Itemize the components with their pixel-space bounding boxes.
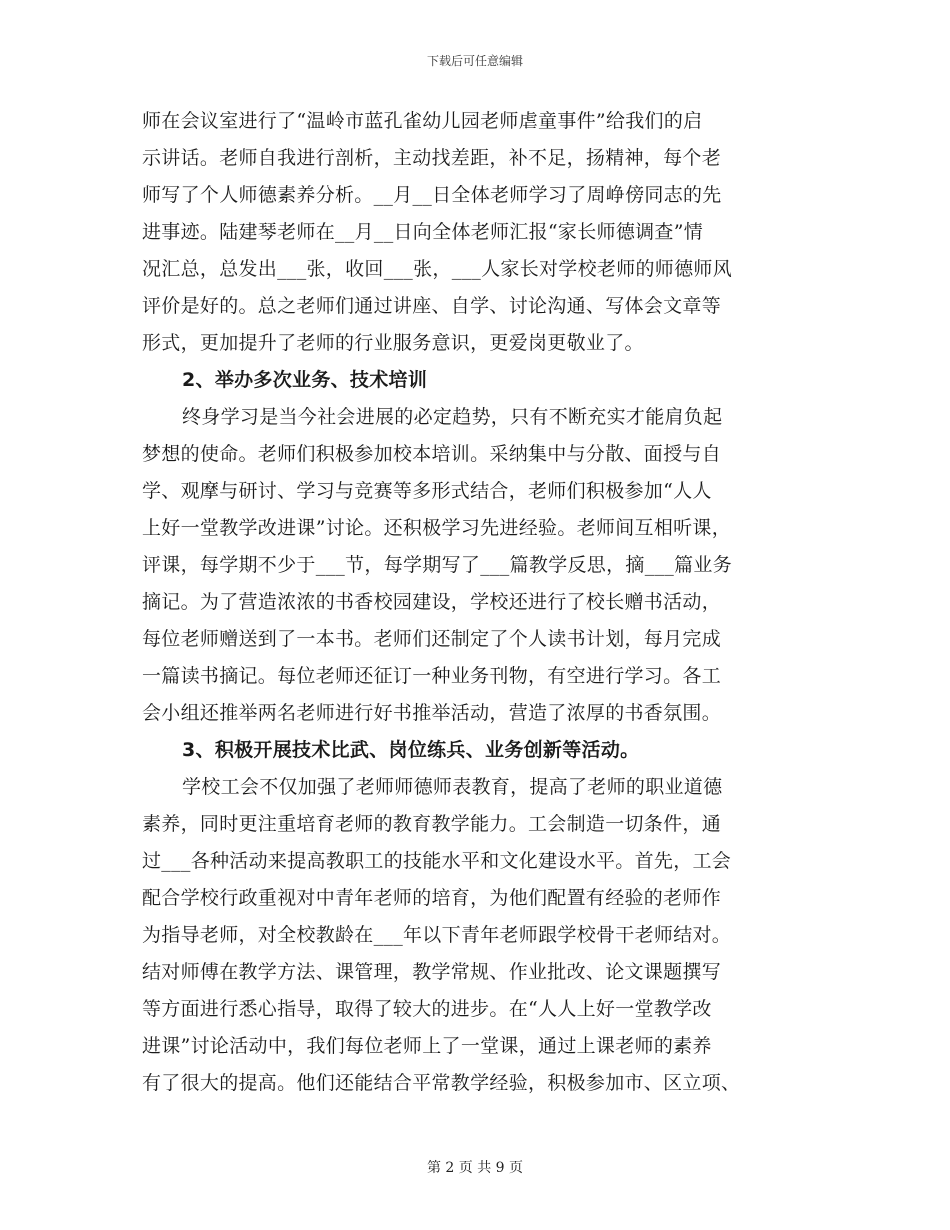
text-line: 进课”讨论活动中，我们每位老师上了一堂课，通过上课老师的素养 bbox=[142, 1035, 712, 1057]
section-heading-2: 2、举办多次业务、技术培训 bbox=[182, 369, 428, 391]
section-heading-3: 3、积极开展技术比武、岗位练兵、业务创新等活动。 bbox=[182, 739, 640, 761]
text-line: 学、观摩与研讨、学习与竞赛等多形式结合，老师们积极参加“人人 bbox=[142, 480, 712, 502]
text-line: 进事迹。陆建琴老师在__月__日向全体老师汇报“家长师德调查”情 bbox=[142, 221, 704, 243]
text-line: 师写了个人师德素养分析。__月__日全体老师学习了周峥傍同志的先 bbox=[142, 184, 722, 206]
text-line: 况汇总，总发出___张，收回___张，___人家长对学校老师的师德师风 bbox=[142, 258, 733, 280]
text-line: 摘记。为了营造浓浓的书香校园建设，学校还进行了校长赠书活动， bbox=[142, 591, 722, 613]
document-body bbox=[142, 103, 810, 1102]
page-header: 下载后可任意编辑 bbox=[426, 54, 523, 68]
text-line: 形式，更加提升了老师的行业服务意识，更爱岗更敬业了。 bbox=[142, 332, 644, 354]
page-number: 第 2 页 共 9 页 bbox=[426, 1160, 524, 1176]
text-line: 评价是好的。总之老师们通过讲座、自学、讨论沟通、写体会文章等 bbox=[142, 295, 722, 317]
text-line: 会小组还推举两名老师进行好书推举活动，营造了浓厚的书香氛围。 bbox=[142, 702, 722, 724]
text-line: 结对师傅在教学方法、课管理，教学常规、作业批改、论文课题撰写 bbox=[142, 961, 722, 983]
text-line: 配合学校行政重视对中青年老师的培育，为他们配置有经验的老师作 bbox=[142, 887, 722, 909]
text-line: 每位老师赠送到了一本书。老师们还制定了个人读书计划，每月完成 bbox=[142, 628, 722, 650]
text-line: 梦想的使命。老师们积极参加校本培训。采纳集中与分散、面授与自 bbox=[142, 443, 722, 465]
paragraph-start: 终身学习是当今社会进展的必定趋势，只有不断充实才能肩负起 bbox=[182, 406, 723, 428]
text-line: 等方面进行悉心指导，取得了较大的进步。在“人人上好一堂教学改 bbox=[142, 998, 712, 1020]
text-line: 素养，同时更注重培育老师的教育教学能力。工会制造一切条件，通 bbox=[142, 813, 722, 835]
paragraph-start: 学校工会不仅加强了老师师德师表教育，提高了老师的职业道德 bbox=[182, 776, 723, 798]
text-line: 师在会议室进行了“温岭市蓝孔雀幼儿园老师虐童事件”给我们的启 bbox=[142, 110, 703, 132]
text-line: 上好一堂教学改进课”讨论。还积极学习先进经验。老师间互相听课， bbox=[142, 517, 732, 539]
text-line: 过___各种活动来提高教职工的技能水平和文化建设水平。首先，工会 bbox=[142, 850, 732, 872]
text-line: 为指导老师，对全校教龄在___年以下青年老师跟学校骨干老师结对。 bbox=[142, 924, 732, 946]
text-line: 一篇读书摘记。每位老师还征订一种业务刊物，有空进行学习。各工 bbox=[142, 665, 722, 687]
text-line: 有了很大的提高。他们还能结合平常教学经验，积极参加市、区立项、 bbox=[142, 1072, 741, 1094]
text-line: 评课，每学期不少于___节，每学期写了___篇教学反思，摘___篇业务 bbox=[142, 554, 733, 576]
text-line: 示讲话。老师自我进行剖析，主动找差距，补不足，扬精神，每个老 bbox=[142, 147, 722, 169]
